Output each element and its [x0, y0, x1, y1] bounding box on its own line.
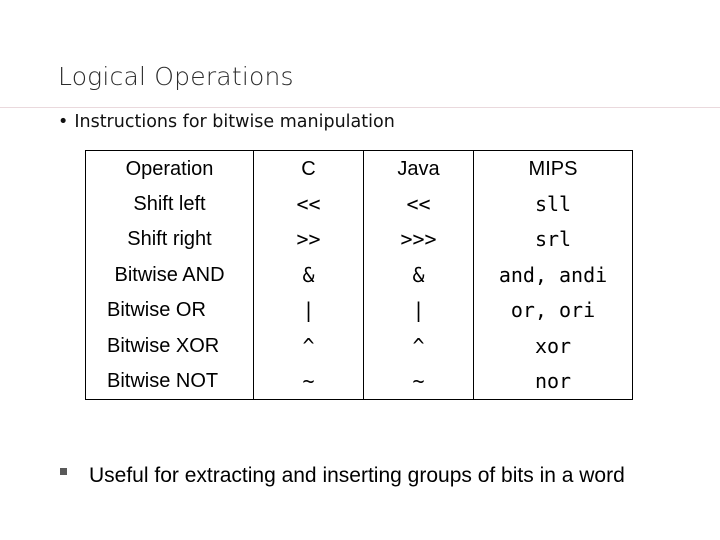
mips-cell: or, ori [474, 293, 633, 329]
mips-cell: nor [474, 364, 633, 400]
operation-cell: Bitwise OR [86, 293, 254, 329]
table-header-row [86, 151, 633, 187]
table-row [86, 364, 633, 400]
c-cell: | [254, 293, 364, 329]
java-cell: >>> [364, 222, 474, 258]
java-cell: << [364, 186, 474, 222]
operation-cell: Bitwise NOT [86, 364, 254, 400]
operation-cell: Bitwise AND [86, 257, 254, 293]
operation-cell: Bitwise XOR [86, 328, 254, 364]
title-divider [0, 107, 720, 108]
bullet-dot: • [58, 112, 69, 132]
mips-cell: srl [474, 222, 633, 258]
java-cell: | [364, 293, 474, 329]
square-bullet-icon [60, 468, 67, 475]
logical-operations-table [85, 150, 633, 400]
c-cell: ~ [254, 364, 364, 400]
table-row [86, 257, 633, 293]
operation-cell: Shift left [86, 186, 254, 222]
java-cell: ^ [364, 328, 474, 364]
mips-cell: xor [474, 328, 633, 364]
subtitle [58, 112, 395, 132]
table-row [86, 222, 633, 258]
subtitle-text: Instructions for bitwise manipulation [74, 112, 395, 132]
operation-cell: Shift right [86, 222, 254, 258]
slide-title: Logical Operations [58, 62, 294, 91]
c-cell: & [254, 257, 364, 293]
header-c: C [254, 151, 364, 187]
table-row [86, 186, 633, 222]
c-cell: >> [254, 222, 364, 258]
header-mips: MIPS [474, 151, 633, 187]
c-cell: << [254, 186, 364, 222]
header-java: Java [364, 151, 474, 187]
c-cell: ^ [254, 328, 364, 364]
mips-cell: sll [474, 186, 633, 222]
java-cell: ~ [364, 364, 474, 400]
header-operation: Operation [86, 151, 254, 187]
table-row [86, 328, 633, 364]
table-row [86, 293, 633, 329]
note-text: Useful for extracting and inserting groups of bits in a word [89, 464, 625, 487]
java-cell: & [364, 257, 474, 293]
mips-cell: and, andi [474, 257, 633, 293]
